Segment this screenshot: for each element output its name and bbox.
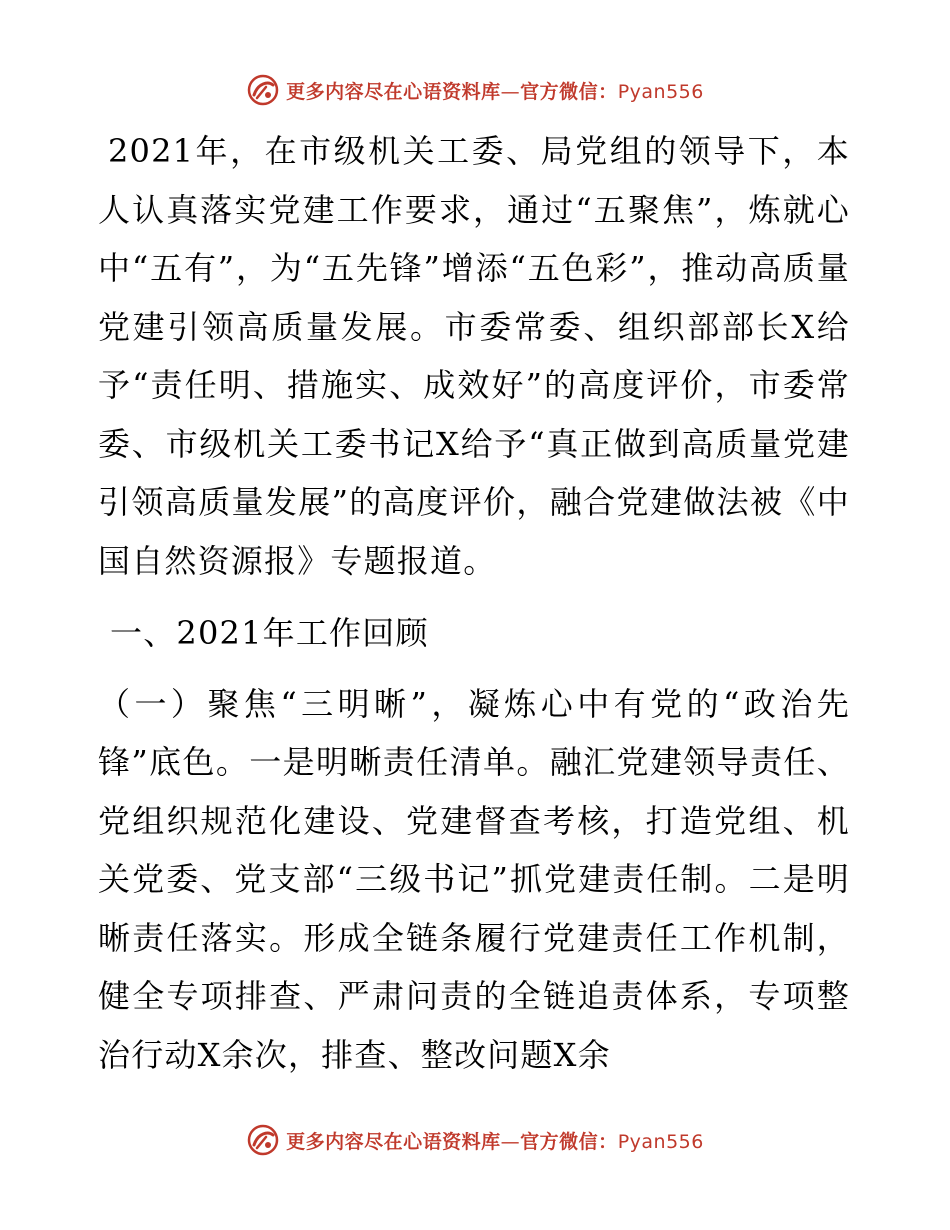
paragraph-gap bbox=[98, 590, 850, 602]
section-heading: 一、2021年工作回顾 bbox=[110, 614, 429, 652]
document-body bbox=[98, 122, 850, 1084]
footer-watermark bbox=[0, 1120, 950, 1160]
watermark-brand: 更多内容尽在心语资料库 bbox=[286, 80, 501, 103]
seal-icon bbox=[246, 1123, 280, 1157]
watermark-official-label: 官方微信： bbox=[520, 1130, 618, 1153]
watermark-wechat-id: Pyan556 bbox=[617, 80, 704, 103]
section-paragraph: （一）聚焦“三明晰”，凝炼心中有党的“政治先锋”底色。一是明晰责任清单。融汇党建领导责任、党组织规范化建设、党建督查考核，打造党组、机关党委、党支部“三级书记”抓党建责任制。二是明晰责任落实。形成全链条履行党建责任工作机制，健全专项排查、严肃问责的全链追责体系，专项整治行动X余次，排查、整改问题X余 bbox=[98, 684, 850, 1074]
watermark-wechat-id: Pyan556 bbox=[617, 1130, 704, 1153]
watermark-brand: 更多内容尽在心语资料库 bbox=[286, 1130, 501, 1153]
intro-paragraph: 2021年，在市级机关工委、局党组的领导下，本人认真落实党建工作要求，通过“五聚焦”，炼就心中“五有”，为“五先锋”增添“五色彩”，推动高质量党建引领高质量发展。市委常委、组织部部长X给予“责任明、措施实、成效好”的高度评价，市委常委、市级机关工委书记X给予“真正做到高质量党建引领高质量发展”的高度评价，融合党建做法被《中国自然资源报》专题报道。 bbox=[98, 132, 850, 580]
seal-icon bbox=[246, 73, 280, 107]
paragraph-gap bbox=[98, 663, 850, 675]
watermark-dash: — bbox=[500, 80, 521, 103]
header-watermark bbox=[0, 70, 950, 110]
watermark-text bbox=[286, 77, 704, 104]
watermark-text bbox=[286, 1127, 704, 1154]
watermark-official-label: 官方微信： bbox=[520, 80, 618, 103]
watermark-dash: — bbox=[500, 1130, 521, 1153]
